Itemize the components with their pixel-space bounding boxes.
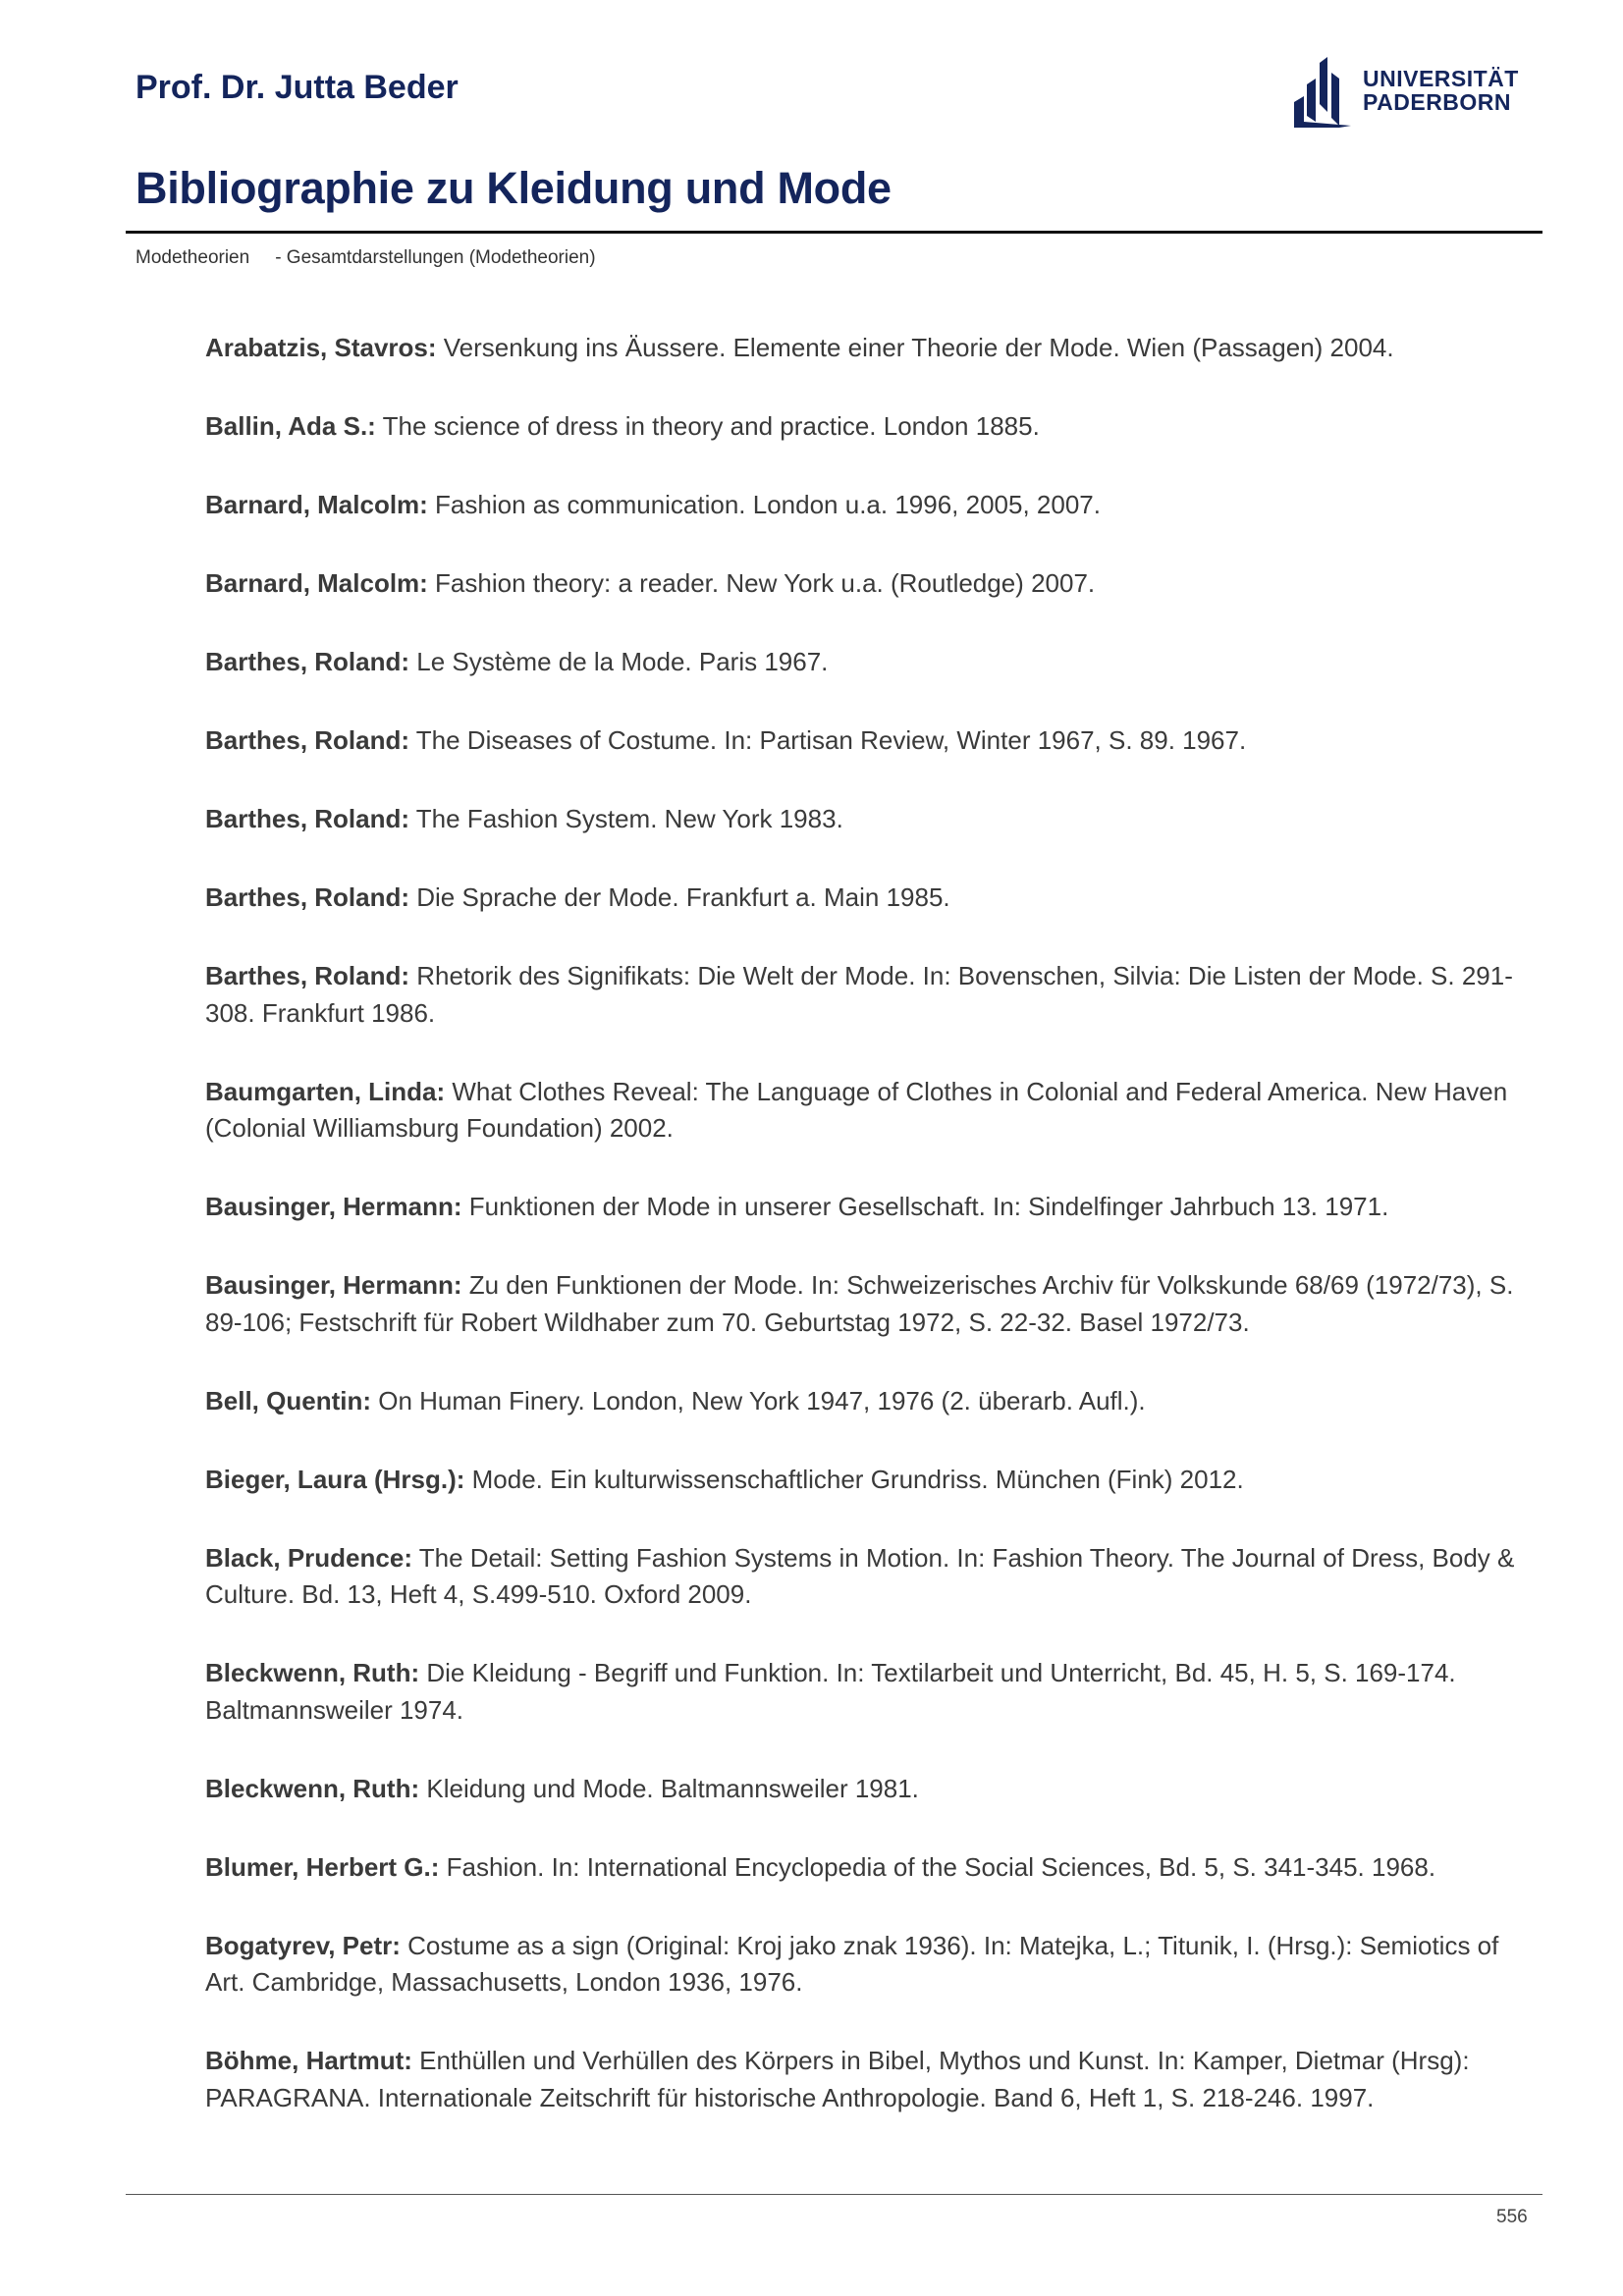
- bibliography-entry: [205, 722, 1531, 760]
- entry-author: Black, Prudence:: [205, 1542, 412, 1573]
- breadcrumb-section: Modetheorien: [135, 247, 250, 268]
- entry-text: Fashion as communication. London u.a. 1996, 2005, 2007.: [427, 490, 1101, 519]
- entry-text: Zu den Funktionen der Mode. In: Schweizerisches Archiv für Volkskunde 68/69 (1972/73), S. 89-106; Festschrift für Robert Wildhaber zum 70. Geburtstag 1972, S. 22-32. Basel 1972/73.: [205, 1270, 1514, 1337]
- entry-author: Barnard, Malcolm:: [205, 490, 428, 519]
- bibliography-entry: [205, 958, 1531, 1032]
- entry-author: Bleckwenn, Ruth:: [205, 1773, 420, 1803]
- entry-author: Barthes, Roland:: [205, 882, 410, 912]
- entry-text: Enthüllen und Verhüllen des Körpers in Bibel, Mythos und Kunst. In: Kamper, Dietmar (Hrsg): PARAGRANA. Internationale Zeitschrift für historische Anthropologie. Band 6, Heft 1, S. 218-246. 1997.: [205, 2046, 1470, 2112]
- entry-author: Barthes, Roland:: [205, 804, 410, 833]
- entry-author: Arabatzis, Stavros:: [205, 333, 437, 362]
- entry-author: Barthes, Roland:: [205, 961, 410, 990]
- header-divider: [126, 231, 1542, 234]
- entry-author: Bell, Quentin:: [205, 1385, 371, 1415]
- entry-text: Fashion theory: a reader. New York u.a. (Routledge) 2007.: [427, 568, 1096, 598]
- entry-text: Costume as a sign (Original: Kroj jako znak 1936). In: Matejka, L.; Titunik, I. (Hrsg.): Semiotics of Art. Cambridge, Massachusetts, London 1936, 1976.: [205, 1930, 1499, 1997]
- bibliography-entry: [205, 1771, 1531, 1808]
- entry-text: The science of dress in theory and practice. London 1885.: [375, 411, 1040, 441]
- entry-text: The Detail: Setting Fashion Systems in Motion. In: Fashion Theory. The Journal of Dress, Body & Culture. Bd. 13, Heft 4, S.499-510. Oxford 2009.: [205, 1542, 1515, 1609]
- entry-text: Mode. Ein kulturwissenschaftlicher Grundriss. München (Fink) 2012.: [464, 1464, 1244, 1494]
- breadcrumb: [135, 247, 622, 269]
- entry-text: Kleidung und Mode. Baltmannsweiler 1981.: [419, 1773, 919, 1803]
- entry-author: Blumer, Herbert G.:: [205, 1851, 440, 1882]
- entry-text: Le Système de la Mode. Paris 1967.: [409, 647, 829, 676]
- bibliography-entry: [205, 880, 1531, 917]
- entry-author: Barthes, Roland:: [205, 725, 410, 755]
- bibliography-entry: [205, 1074, 1531, 1148]
- entry-author: Barthes, Roland:: [205, 647, 410, 676]
- entry-text: On Human Finery. London, New York 1947, 1976 (2. überarb. Aufl.).: [371, 1385, 1146, 1415]
- entry-text: Versenkung ins Äussere. Elemente einer Theorie der Mode. Wien (Passagen) 2004.: [436, 333, 1394, 362]
- entry-text: Funktionen der Mode in unserer Gesellschaft. In: Sindelfinger Jahrbuch 13. 1971.: [461, 1192, 1389, 1221]
- bibliography-entry: [205, 1655, 1531, 1729]
- bibliography-entry: [205, 1189, 1531, 1226]
- bibliography-entry: [205, 330, 1531, 367]
- footer-divider: [126, 2194, 1542, 2195]
- entry-text: The Fashion System. New York 1983.: [409, 804, 843, 833]
- entry-author: Bieger, Laura (Hrsg.):: [205, 1464, 465, 1494]
- entry-author: Bausinger, Hermann:: [205, 1270, 462, 1300]
- bibliography-entry: [205, 644, 1531, 681]
- entry-text: What Clothes Reveal: The Language of Clothes in Colonial and Federal America. New Haven (Colonial Williamsburg Foundation) 2002.: [205, 1076, 1508, 1143]
- entry-text: The Diseases of Costume. In: Partisan Review, Winter 1967, S. 89. 1967.: [409, 725, 1247, 755]
- bibliography-entry: [205, 1928, 1531, 2002]
- logo-text-line2: PADERBORN: [1363, 89, 1512, 115]
- logo-text-line1: UNIVERSITÄT: [1363, 66, 1519, 91]
- entry-author: Böhme, Hartmut:: [205, 2046, 412, 2075]
- bibliography-entry: [205, 1462, 1531, 1499]
- entry-author: Barnard, Malcolm:: [205, 568, 428, 598]
- bibliography-entry: [205, 1267, 1531, 1341]
- bibliography-entry: [205, 2043, 1531, 2116]
- entry-text: Die Kleidung - Begriff und Funktion. In: Textilarbeit und Unterricht, Bd. 45, H. 5, S. 169-174. Baltmannsweiler 1974.: [205, 1658, 1456, 1725]
- bibliography-list: [205, 330, 1531, 2159]
- entry-text: Fashion. In: International Encyclopedia of the Social Sciences, Bd. 5, S. 341-345. 1968.: [439, 1851, 1436, 1882]
- entry-text: Rhetorik des Signifikats: Die Welt der Mode. In: Bovenschen, Silvia: Die Listen der Mode. S. 291-308. Frankfurt 1986.: [205, 961, 1513, 1028]
- entry-author: Bogatyrev, Petr:: [205, 1930, 401, 1960]
- entry-author: Bausinger, Hermann:: [205, 1192, 462, 1221]
- bibliography-entry: [205, 1540, 1531, 1614]
- university-logo: [1294, 53, 1519, 128]
- bibliography-entry: [205, 801, 1531, 838]
- bibliography-entry: [205, 408, 1531, 446]
- author-name: Prof. Dr. Jutta Beder: [135, 69, 459, 106]
- bibliography-entry: [205, 565, 1531, 603]
- entry-author: Bleckwenn, Ruth:: [205, 1658, 420, 1687]
- page-number: 556: [1496, 2207, 1528, 2227]
- entry-author: Baumgarten, Linda:: [205, 1076, 446, 1106]
- breadcrumb-subsection: - Gesamtdarstellungen (Modetheorien): [275, 247, 596, 268]
- entry-author: Ballin, Ada S.:: [205, 411, 376, 441]
- document-title: Bibliographie zu Kleidung und Mode: [135, 163, 892, 213]
- bibliography-entry: [205, 1849, 1531, 1887]
- bibliography-entry: [205, 487, 1531, 524]
- entry-text: Die Sprache der Mode. Frankfurt a. Main 1985.: [409, 882, 950, 912]
- bibliography-entry: [205, 1383, 1531, 1420]
- university-logo-icon: [1294, 53, 1351, 128]
